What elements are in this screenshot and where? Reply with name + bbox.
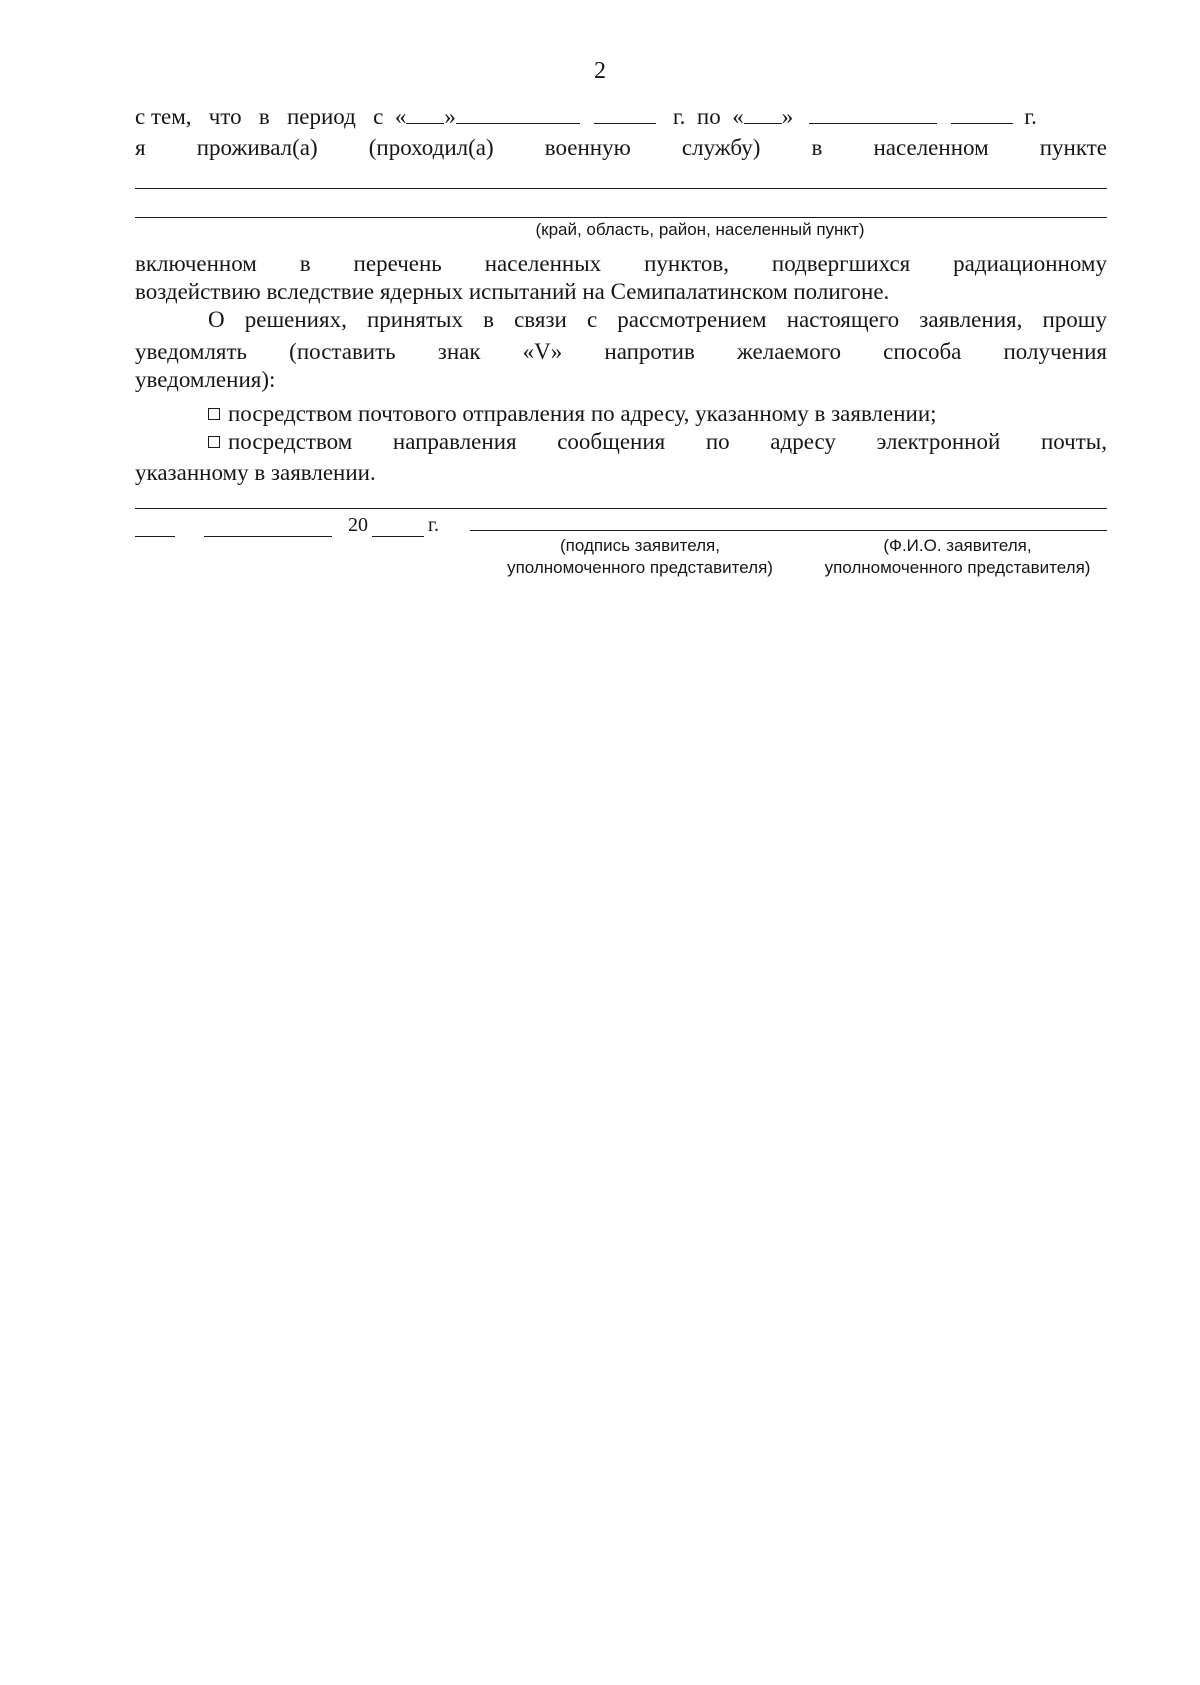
text-period: период (286, 104, 356, 129)
start-month-field[interactable] (456, 103, 580, 124)
word: сообщения (557, 429, 666, 454)
word-v: в (811, 135, 823, 160)
page-number: 2 (594, 58, 606, 84)
locality-field-line-1[interactable] (135, 188, 1107, 189)
word-prokhodil: (проходил(а) (368, 135, 494, 160)
option-email-line-b: указанному в заявлении. (135, 460, 376, 485)
option-postal (208, 400, 1107, 428)
period-line (135, 103, 1107, 131)
signature-top-line[interactable] (135, 508, 1107, 509)
word: адресу (770, 429, 836, 454)
word: радиационному (953, 251, 1107, 276)
text-g-2: г. (1024, 104, 1037, 129)
date-day-field[interactable] (135, 536, 175, 537)
word: (поставить (289, 339, 396, 364)
text-g-1: г. (672, 104, 686, 129)
word: «V» (522, 339, 563, 364)
date-year-prefix: 20 (348, 514, 368, 536)
word-punkte: пункте (1039, 135, 1107, 160)
word: получения (1003, 339, 1107, 364)
end-year-field[interactable] (951, 103, 1013, 124)
word-voennuyu: военную (544, 135, 631, 160)
text-chto: что (208, 104, 242, 129)
locality-caption: (край, область, район, населенный пункт) (535, 220, 865, 239)
text-po: по (696, 104, 721, 129)
word: подвергшихся (771, 251, 911, 276)
word: электронной (876, 429, 1001, 454)
signature-caption (470, 535, 810, 579)
date-month-field[interactable] (204, 536, 332, 537)
word: направления (392, 429, 517, 454)
word-sluzhbu: службу) (681, 135, 761, 160)
word: пунктов, (644, 251, 729, 276)
fio-caption-b: уполномоченного представителя) (824, 558, 1091, 577)
fio-caption (800, 535, 1115, 579)
word: почты, (1040, 429, 1107, 454)
word: населенных (484, 251, 602, 276)
word-naselennom: населенном (873, 135, 989, 160)
email-checkbox[interactable] (208, 436, 220, 448)
para1-line-a (135, 250, 1107, 278)
quote-close-2: » (781, 104, 794, 129)
word: перечень (353, 251, 442, 276)
word: посредством (228, 429, 353, 454)
text-s: с (373, 104, 384, 129)
para2-line-c: уведомления): (135, 367, 276, 392)
word: уведомлять (135, 339, 248, 364)
start-year-field[interactable] (594, 103, 656, 124)
quote-close: » (444, 104, 456, 129)
word: способа (883, 339, 962, 364)
postal-checkbox[interactable] (208, 408, 220, 420)
locality-field-line-2[interactable] (135, 217, 1107, 218)
signature-caption-a: (подпись заявителя, (560, 536, 720, 555)
end-month-field[interactable] (809, 103, 937, 124)
start-day-field[interactable] (406, 103, 444, 124)
email-option-first (208, 428, 352, 456)
text-s-tem: с тем, (135, 104, 192, 129)
quote-open: « (394, 104, 407, 129)
option-email-line-a (208, 428, 1107, 456)
date-year-field[interactable] (372, 536, 424, 537)
signature-caption-b: уполномоченного представителя) (507, 558, 773, 577)
text-v: в (258, 104, 270, 129)
para2-line-b (135, 338, 1107, 366)
word-prozhival: проживал(а) (196, 135, 318, 160)
para1-line-b: воздействию вследствие ядерных испытаний на Семипалатинском полигоне. (135, 279, 890, 304)
word: знак (437, 339, 481, 364)
date-g: г. (428, 514, 439, 536)
para2-line-a: О решениях, принятых в связи с рассмотрением настоящего заявления, прошу (208, 307, 1107, 332)
word: желаемого (736, 339, 842, 364)
word: в (299, 251, 311, 276)
word: по (705, 429, 730, 454)
signature-field-line[interactable] (470, 530, 1107, 531)
end-day-field[interactable] (744, 103, 782, 124)
residence-line (135, 134, 1107, 162)
word: включенном (135, 251, 257, 276)
word: напротив (604, 339, 695, 364)
fio-caption-a: (Ф.И.О. заявителя, (883, 536, 1032, 555)
quote-open-2: « (732, 104, 744, 129)
option-postal-label: посредством почтового отправления по адресу, указанному в заявлении; (228, 401, 937, 426)
word-ya: я (135, 135, 146, 160)
